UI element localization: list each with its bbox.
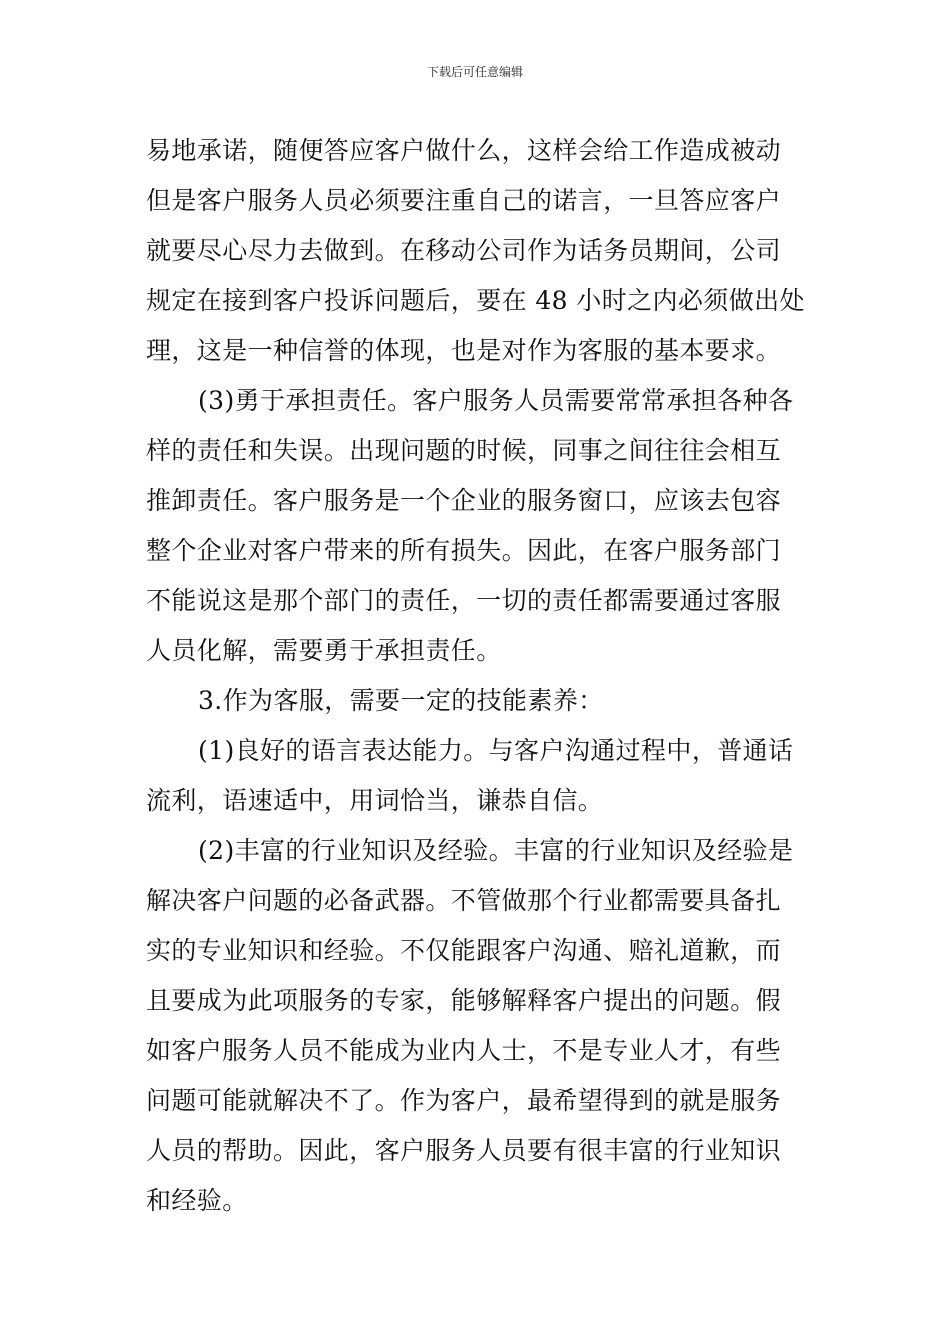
text-line: 人员的帮助。因此，客户服务人员要有很丰富的行业知识 [146,1136,782,1165]
text-line: 样的责任和失误。出现问题的时候，同事之间往往会相互 [146,436,782,465]
text-line: 实的专业知识和经验。不仅能跟客户沟通、赔礼道歉，而 [146,936,782,965]
text-line: 且要成为此项服务的专家，能够解释客户提出的问题。假 [146,986,782,1015]
paragraph-first-line: (3)勇于承担责任。客户服务人员需要常常承担各种各 [198,386,794,415]
text-line: 理，这是一种信誉的体现，也是对作为客服的基本要求。 [146,336,782,365]
text-line: 易地承诺，随便答应客户做什么，这样会给工作造成被动 [146,136,782,165]
text-line: 问题可能就解决不了。作为客户，最希望得到的就是服务 [146,1086,782,1115]
paragraph-first-line: (1)良好的语言表达能力。与客户沟通过程中，普通话 [198,736,794,765]
text-line: 流利，语速适中，用词恰当，谦恭自信。 [146,786,604,815]
text-line: 和经验。 [146,1186,248,1215]
paragraph-first-line: 3.作为客服，需要一定的技能素养： [198,686,604,715]
page-header-note: 下载后可任意编辑 [426,65,523,79]
text-line: 解决客户问题的必备武器。不管做那个行业都需要具备扎 [146,886,782,915]
text-line: 就要尽心尽力去做到。在移动公司作为话务员期间，公司 [146,236,782,265]
text-line: 如客户服务人员不能成为业内人士，不是专业人才，有些 [146,1036,782,1065]
text-line: 不能说这是那个部门的责任，一切的责任都需要通过客服 [146,586,782,615]
text-line: 规定在接到客户投诉问题后，要在 48 小时之内必须做出处 [146,286,805,315]
text-line: 但是客户服务人员必须要注重自己的诺言，一旦答应客户 [146,186,782,215]
text-line: 整个企业对客户带来的所有损失。因此，在客户服务部门 [146,536,782,565]
text-line: 推卸责任。客户服务是一个企业的服务窗口，应该去包容 [146,486,782,515]
document-body [146,126,810,1226]
text-line: 人员化解，需要勇于承担责任。 [146,636,502,665]
paragraph-first-line: (2)丰富的行业知识及经验。丰富的行业知识及经验是 [198,836,794,865]
